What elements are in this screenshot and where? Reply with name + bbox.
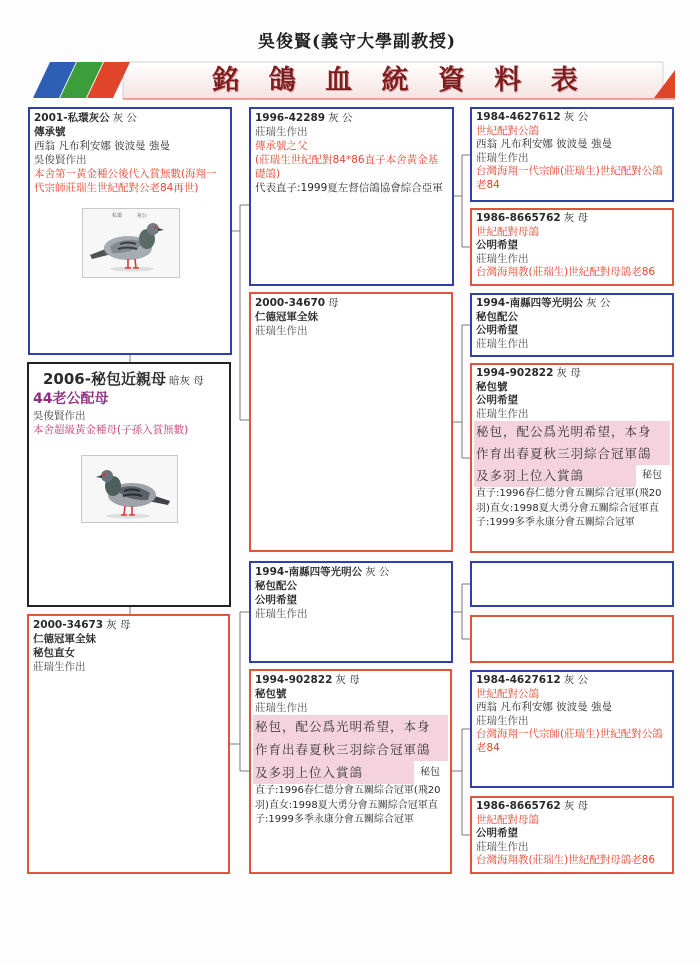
color-sex: 灰 公 [586,297,611,309]
pedigree-box-dam-dam-sire [470,670,674,788]
pedigree-box-sire-sire-sire [470,107,674,202]
ring-title [255,296,447,310]
pigeon-leg [124,506,125,515]
ring-number: 1994-902822 [476,367,554,379]
note: 傳承號之父 [255,140,308,152]
note: 台灣海翔教(莊瑞生)世紀配對母鴿老86 [476,266,656,278]
ring-number: 1984-4627612 [476,111,561,123]
pigeon-name: 世紀配對母鴿 [476,225,539,238]
color-sex: 灰 母 [556,367,581,379]
pedigree-line: 仁德冠軍全妹 [255,311,318,323]
race-record: 直子:1996春仁德分會五關綜合冠軍(飛20羽)直女:1998夏大勇分會五關綜合冠軍直子:1999多季永康分會五關綜合冠軍 [255,785,441,825]
pedigree-box-sire [28,107,232,355]
ring-title [255,111,448,125]
breeder: 莊瑞生作出 [255,702,308,714]
ring-title [34,111,226,125]
lineage: 西翁 凡布利安娜 彼波曼 強曼 [476,138,613,150]
pedigree-box-dam-sire-sire-empty [470,561,674,607]
breeder: 吳俊賢作出 [34,154,87,166]
breeder: 吳俊賢作出 [33,410,86,422]
pigeon-head [147,223,159,235]
pedigree-box-sire-sire-dam [470,208,674,286]
color-sex: 灰 母 [335,674,360,686]
color-sex: 灰 母 [563,800,589,812]
color-sex: 灰 公 [563,111,589,123]
breeder: 莊瑞生作出 [476,407,529,420]
highlight-tag: 秘包 [636,465,670,487]
color-sex: 灰 公 [563,674,589,686]
note: 台灣海翔教(莊瑞生)世紀配對母鴿老86 [476,854,656,866]
ring-number: 2000-34670 [255,297,326,309]
pedigree-line: 公明希望 [476,827,518,839]
ring-title [476,367,668,381]
ring-title [476,800,668,814]
pigeon-eye [154,226,157,229]
note: 本舍超級黃金種母(子孫入賞無數) [33,424,189,436]
lineage: 西翁 凡布利安娜 彼波曼 強曼 [476,701,613,713]
breeder: 莊瑞生作出 [255,325,308,337]
page-title: 銘 鴿 血 統 資 料 表 [212,65,588,96]
note: (莊瑞生世紀配對84*86直子本舍黃金基礎鴿) [255,154,439,180]
breeder: 莊瑞生作出 [476,714,529,727]
breeder: 莊瑞生作出 [476,840,529,853]
note: 台灣海翔一代宗師(莊瑞生)世紀配對公鴿老84 [476,728,663,754]
color-sex: 灰 公 [328,112,353,124]
ring-title [43,369,225,389]
highlight-line: 作育出春夏秋三羽綜合冠軍鴿 [253,738,448,761]
highlight-line: 秘包，配公爲光明希望，本身 [474,421,670,443]
highlight-line [474,465,670,487]
pedigree-box-sire-sire [249,107,454,286]
pigeon-head [101,470,113,482]
ring-title [476,297,668,311]
ring-title [476,111,668,125]
ground-shadow [110,267,154,272]
highlight-line [253,761,448,784]
race-record: 直子:1996春仁德分會五關綜合冠軍(飛20羽)直女:1998夏大勇分會五關綜合冠軍直子:1999多季永康分會五關綜合冠軍 [476,488,662,528]
ring-number: 1994-902822 [255,674,333,686]
color-sex: 暗灰 母 [168,375,204,387]
ring-number: 1994-南縣四等光明公 [476,297,584,309]
pigeon-name: 傳承號 [34,126,66,138]
color-sex: 灰 公 [112,112,137,124]
pedigree-box-sire-dam [249,292,453,552]
author-heading: 吳俊賢(義守大學副教授) [257,32,457,52]
color-sex: 灰 公 [365,566,390,578]
pedigree-line: 公明希望 [476,239,518,251]
breeder: 莊瑞生作出 [255,608,308,620]
pedigree-line: 秘包號 [476,380,508,393]
pedigree-box-dam-dam-dam [470,796,674,874]
pedigree-box-subject [27,362,231,607]
highlight-text: 及多羽上位入賞鴿 [476,468,585,483]
race-record: 代表直子:1999夏左督信鴿協會綜合亞軍 [255,182,443,194]
ring-title [476,674,668,688]
pigeon-name: 世紀配對母鴿 [476,813,539,826]
pedigree-box-sire-dam-dam [470,363,674,553]
pedigree-line: 秘包直女 [33,647,75,659]
ring-number: 1984-4627612 [476,674,561,686]
pedigree-line: 公明希望 [476,324,518,336]
ring-title [476,212,668,226]
breeder: 莊瑞生作出 [33,661,86,673]
pedigree-box-dam-sire [249,561,453,663]
pigeon-eye [103,473,106,476]
color-sex: 灰 母 [563,212,589,224]
pedigree-line: 秘包配公 [476,310,518,323]
highlight-line: 秘包，配公爲光明希望，本身 [253,715,448,738]
color-sex: 母 [328,297,339,309]
breeder: 莊瑞生作出 [476,337,529,350]
pigeon-name: 世紀配對公鴿 [476,687,539,700]
color-sex: 灰 母 [106,619,131,631]
photo-caption-left: 私環 [112,213,123,219]
ring-title [255,673,446,687]
pedigree-line: 秘包號 [255,688,287,700]
ground-shadow [106,514,150,519]
pedigree-box-dam-sire-dam-empty [470,615,674,663]
pigeon-photo [81,455,178,523]
note: 台灣海翔一代宗師(莊瑞生)世紀配對公鴿老84 [476,165,663,191]
pigeon-leg [135,259,136,268]
pigeon-photo [82,208,180,278]
breeder: 莊瑞生作出 [476,252,529,265]
breeder: 莊瑞生作出 [476,151,529,164]
pigeon-name: 44老公配母 [33,391,109,407]
pigeon-name: 世紀配對公鴿 [476,124,539,137]
pedigree-line: 公明希望 [476,394,518,406]
pedigree-line: 仁德冠軍全妹 [33,633,96,645]
highlight-line: 作育出春夏秋三羽綜合冠軍鴿 [474,443,670,465]
lineage: 西翁 凡布利安娜 彼波曼 強曼 [34,140,171,152]
ring-title [33,618,224,632]
pedigree-line: 秘包配公 [255,580,297,592]
pedigree-box-dam [27,614,230,874]
ring-number: 1996-42289 [255,112,326,124]
highlight-tag: 秘包 [414,761,448,784]
breeder: 莊瑞生作出 [255,126,308,138]
highlight-text: 及多羽上位入賞鴿 [255,765,364,780]
ring-number: 1986-8665762 [476,800,561,812]
ring-number: 1986-8665762 [476,212,561,224]
photo-caption-right: 灰公 [137,213,148,219]
pedigree-line: 公明希望 [255,594,297,606]
pedigree-box-dam-dam [249,669,452,874]
pedigree-box-sire-dam-sire [470,293,674,357]
ring-number: 2006-秘包近親母 [43,370,166,388]
note: 本舍第一黃金種公後代入賞無數(海翔一代宗師莊瑞生世紀配對公老84再世) [34,168,217,194]
ring-number: 2000-34673 [33,619,104,631]
ring-title [255,565,447,579]
ring-number: 2001-私環灰公 [34,112,110,124]
ring-number: 1994-南縣四等光明公 [255,566,363,578]
